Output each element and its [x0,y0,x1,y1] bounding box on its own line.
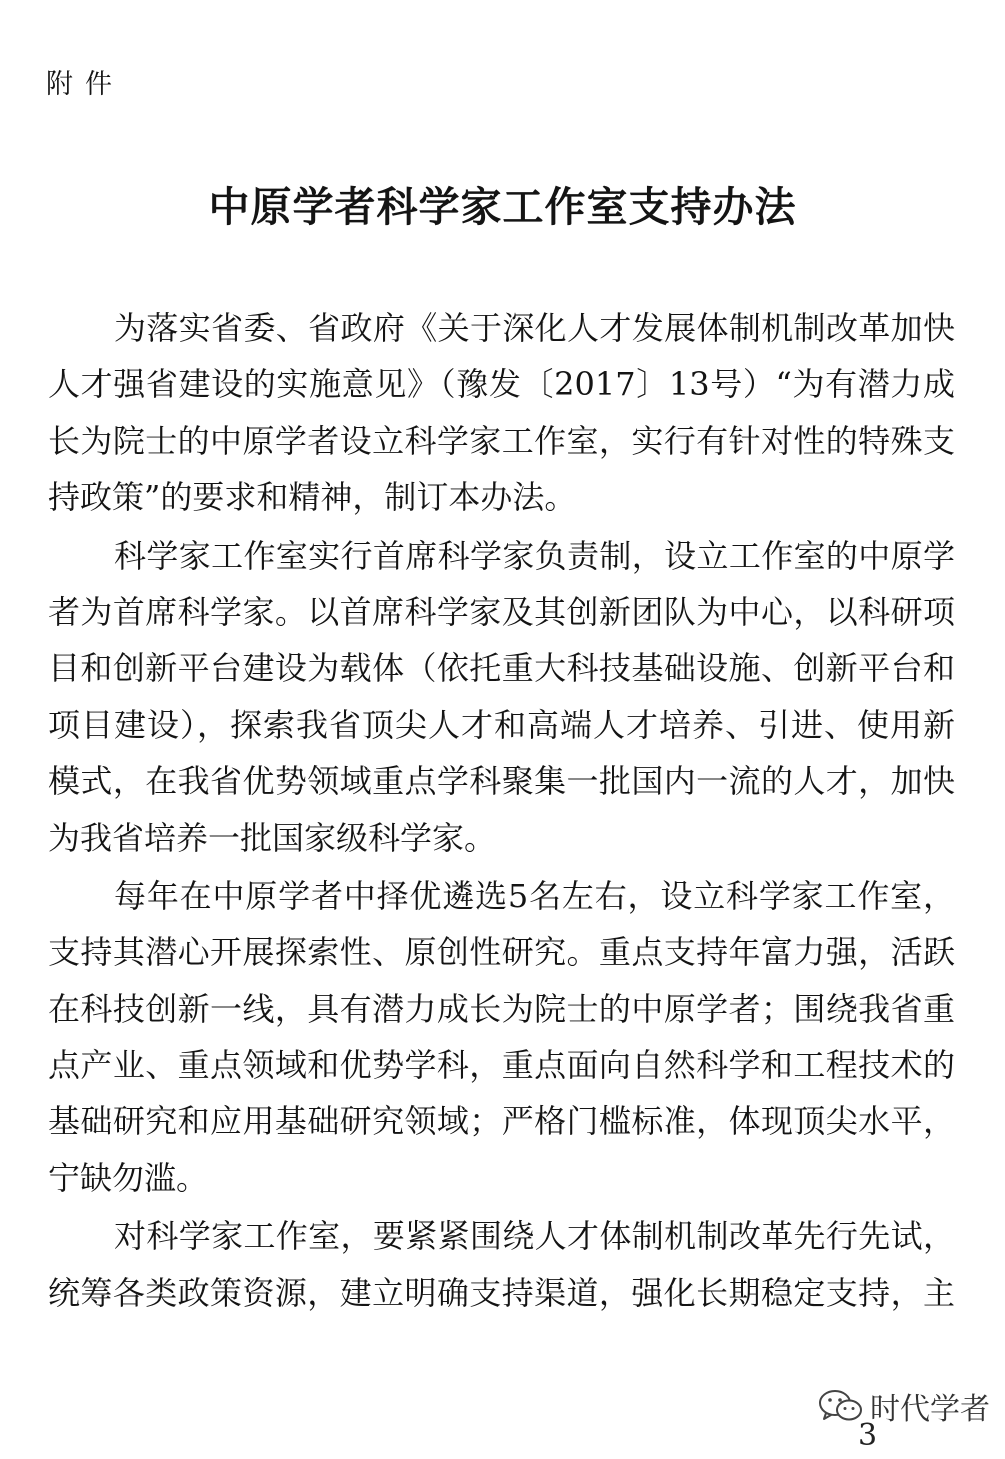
text-line: 在科技创新一线，具有潜力成长为院士的中原学者；围绕我省重 [48,989,955,1028]
text-line: 目和创新平台建设为载体（依托重大科技基础设施、创新平台和 [48,649,955,688]
text-line: 基础研究和应用基础研究领域；严格门槛标准，体现顶尖水平， [48,1102,955,1141]
paragraph-2 [48,528,955,866]
paragraph-4 [48,1208,955,1321]
text-line: 点产业、重点领域和优势学科，重点面向自然科学和工程技术的 [48,1046,955,1085]
document-title: 中原学者科学家工作室支持办法 [208,183,797,231]
text-line: 科学家工作室实行首席科学家负责制，设立工作室的中原学 [114,536,955,575]
paragraph-1 [48,300,955,526]
page-number: 3 [858,1418,878,1453]
watermark-text: 时代学者 [870,1392,990,1427]
text-line: 者为首席科学家。以首席科学家及其创新团队为中心，以科研项 [48,592,955,631]
text-line: 持政策”的要求和精神，制订本办法。 [48,478,577,517]
paragraph-3 [48,868,955,1206]
text-line: 为我省培养一批国家级科学家。 [48,818,497,857]
text-line: 对科学家工作室，要紧紧围绕人才体制机制改革先行先试， [114,1217,955,1256]
text-line: 长为院士的中原学者设立科学家工作室，实行有针对性的特殊支 [48,421,955,460]
text-line: 人才强省建设的实施意见》（豫发〔2017〕13号）“为有潜力成 [48,365,955,404]
text-line: 项目建设），探索我省顶尖人才和高端人才培养、引进、使用新 [48,705,955,744]
text-line: 支持其潜心开展探索性、原创性研究。重点支持年富力强，活跃 [48,933,955,972]
text-line: 模式，在我省优势领域重点学科聚集一批国内一流的人才，加快 [48,762,955,801]
text-line: 每年在中原学者中择优遴选5名左右，设立科学家工作室， [114,876,955,915]
text-line: 宁缺勿滥。 [48,1158,209,1197]
document-body [48,300,955,1321]
watermark [816,1388,990,1427]
text-line: 为落实省委、省政府《关于深化人才发展体制机制改革加快 [114,309,955,347]
text-line: 统筹各类政策资源，建立明确支持渠道，强化长期稳定支持，主 [48,1273,955,1312]
attachment-label: 附件 [46,69,124,100]
